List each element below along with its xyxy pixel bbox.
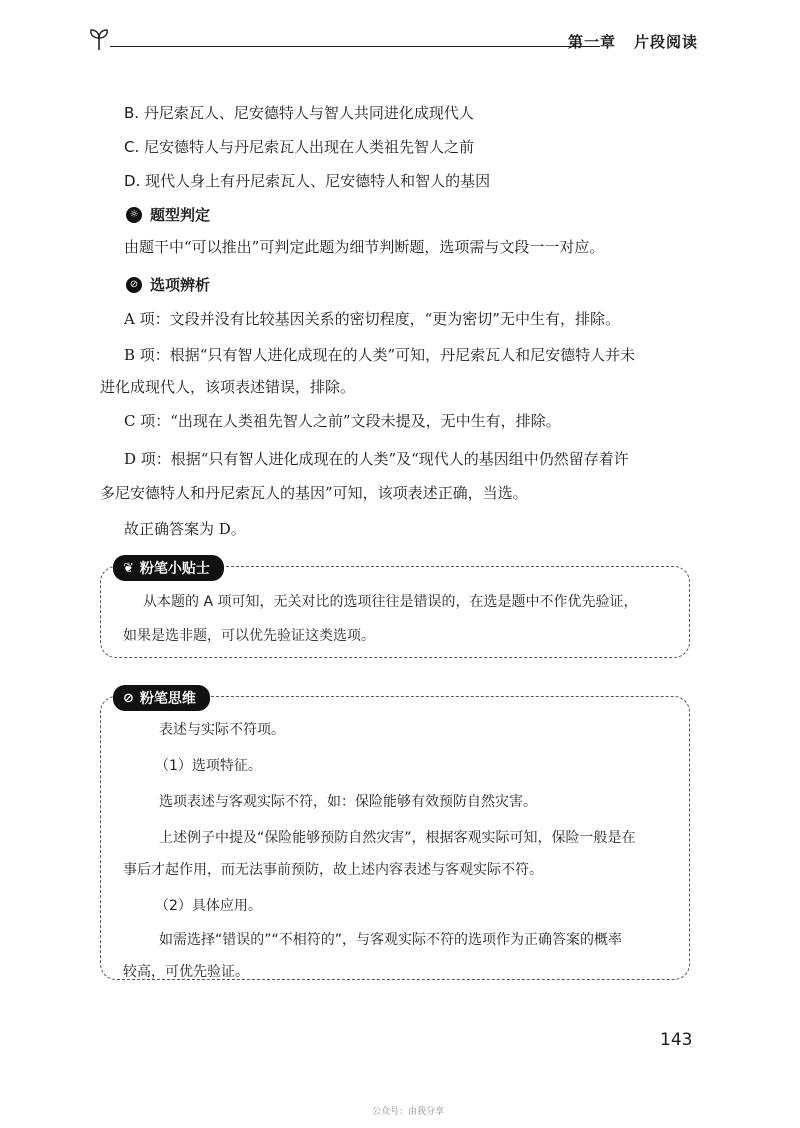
option-b: B. 丹尼索瓦人、尼安德特人与智人共同进化成现代人 (124, 104, 474, 122)
sprout-icon (88, 28, 110, 52)
tip-tag (113, 555, 224, 581)
analysis-b-line2: 进化成现代人，该项表述错误，排除。 (100, 378, 356, 396)
header-title (550, 31, 698, 52)
think-tag (113, 685, 210, 711)
think-line4: 上述例子中提及“保险能够预防自然灾害”，根据客观实际可知，保险一般是在 (159, 830, 636, 846)
think-box (100, 690, 690, 980)
think-line1: 表述与实际不符项。 (159, 722, 285, 738)
section-label: 片段阅读 (633, 33, 698, 51)
type-text: 由题干中“可以推出”可判定此题为细节判断题，选项需与文段一一对应。 (124, 238, 605, 256)
sprout-small-icon: ❦ (123, 560, 134, 576)
option-d: D. 现代人身上有丹尼索瓦人、尼安德特人和智人的基因 (124, 172, 491, 190)
option-c: C. 尼安德特人与丹尼索瓦人出现在人类祖先智人之前 (124, 138, 475, 156)
think-line2: （1）选项特征。 (155, 758, 262, 774)
check-icon: ⊘ (126, 277, 142, 293)
tip-line2: 如果是选非题，可以优先验证这类选项。 (123, 628, 375, 644)
think-line8: 较高，可优先验证。 (123, 964, 249, 980)
type-heading (126, 204, 210, 225)
analysis-d-line1: D 项：根据“只有智人进化成现在的人类”及“现代人的基因组中仍然留存着许 (124, 450, 629, 468)
tip-box (100, 560, 690, 658)
sun-icon: ☼ (126, 207, 142, 223)
analysis-d-line2: 多尼安德特人和丹尼索瓦人的基因”可知，该项表述正确，当选。 (100, 484, 528, 502)
type-title: 题型判定 (150, 206, 211, 224)
tip-title: 粉笔小贴士 (139, 561, 210, 577)
analysis-heading (126, 274, 210, 295)
chapter-label: 第一章 (567, 33, 616, 51)
think-line5: 事后才起作用，而无法事前预防，故上述内容表述与客观实际不符。 (123, 862, 543, 878)
think-title: 粉笔思维 (139, 691, 196, 707)
tip-line1: 从本题的 A 项可知，无关对比的选项往往是错误的，在选是题中不作优先验证， (143, 594, 638, 610)
page-number: 143 (660, 1030, 693, 1050)
analysis-title: 选项辨析 (150, 276, 211, 294)
header-rule (110, 46, 600, 47)
answer-line: 故正确答案为 D。 (124, 520, 246, 538)
analysis-c: C 项：“出现在人类祖先智人之前”文段未提及，无中生有，排除。 (124, 412, 561, 430)
analysis-b-line1: B 项：根据“只有智人进化成现在的人类”可知，丹尼索瓦人和尼安德特人并未 (124, 346, 636, 364)
page-header (88, 26, 698, 56)
no-icon: ⊘ (123, 690, 134, 706)
think-line7: 如需选择“错误的”“不相符的”，与客观实际不符的选项作为正确答案的概率 (159, 932, 623, 948)
analysis-a: A 项：文段并没有比较基因关系的密切程度，“更为密切”无中生有，排除。 (124, 310, 620, 328)
think-line3: 选项表述与客观实际不符，如：保险能够有效预防自然灾害。 (159, 794, 537, 810)
footer-note: 公众号：由我分享 (372, 1107, 445, 1117)
think-line6: （2）具体应用。 (155, 898, 262, 914)
